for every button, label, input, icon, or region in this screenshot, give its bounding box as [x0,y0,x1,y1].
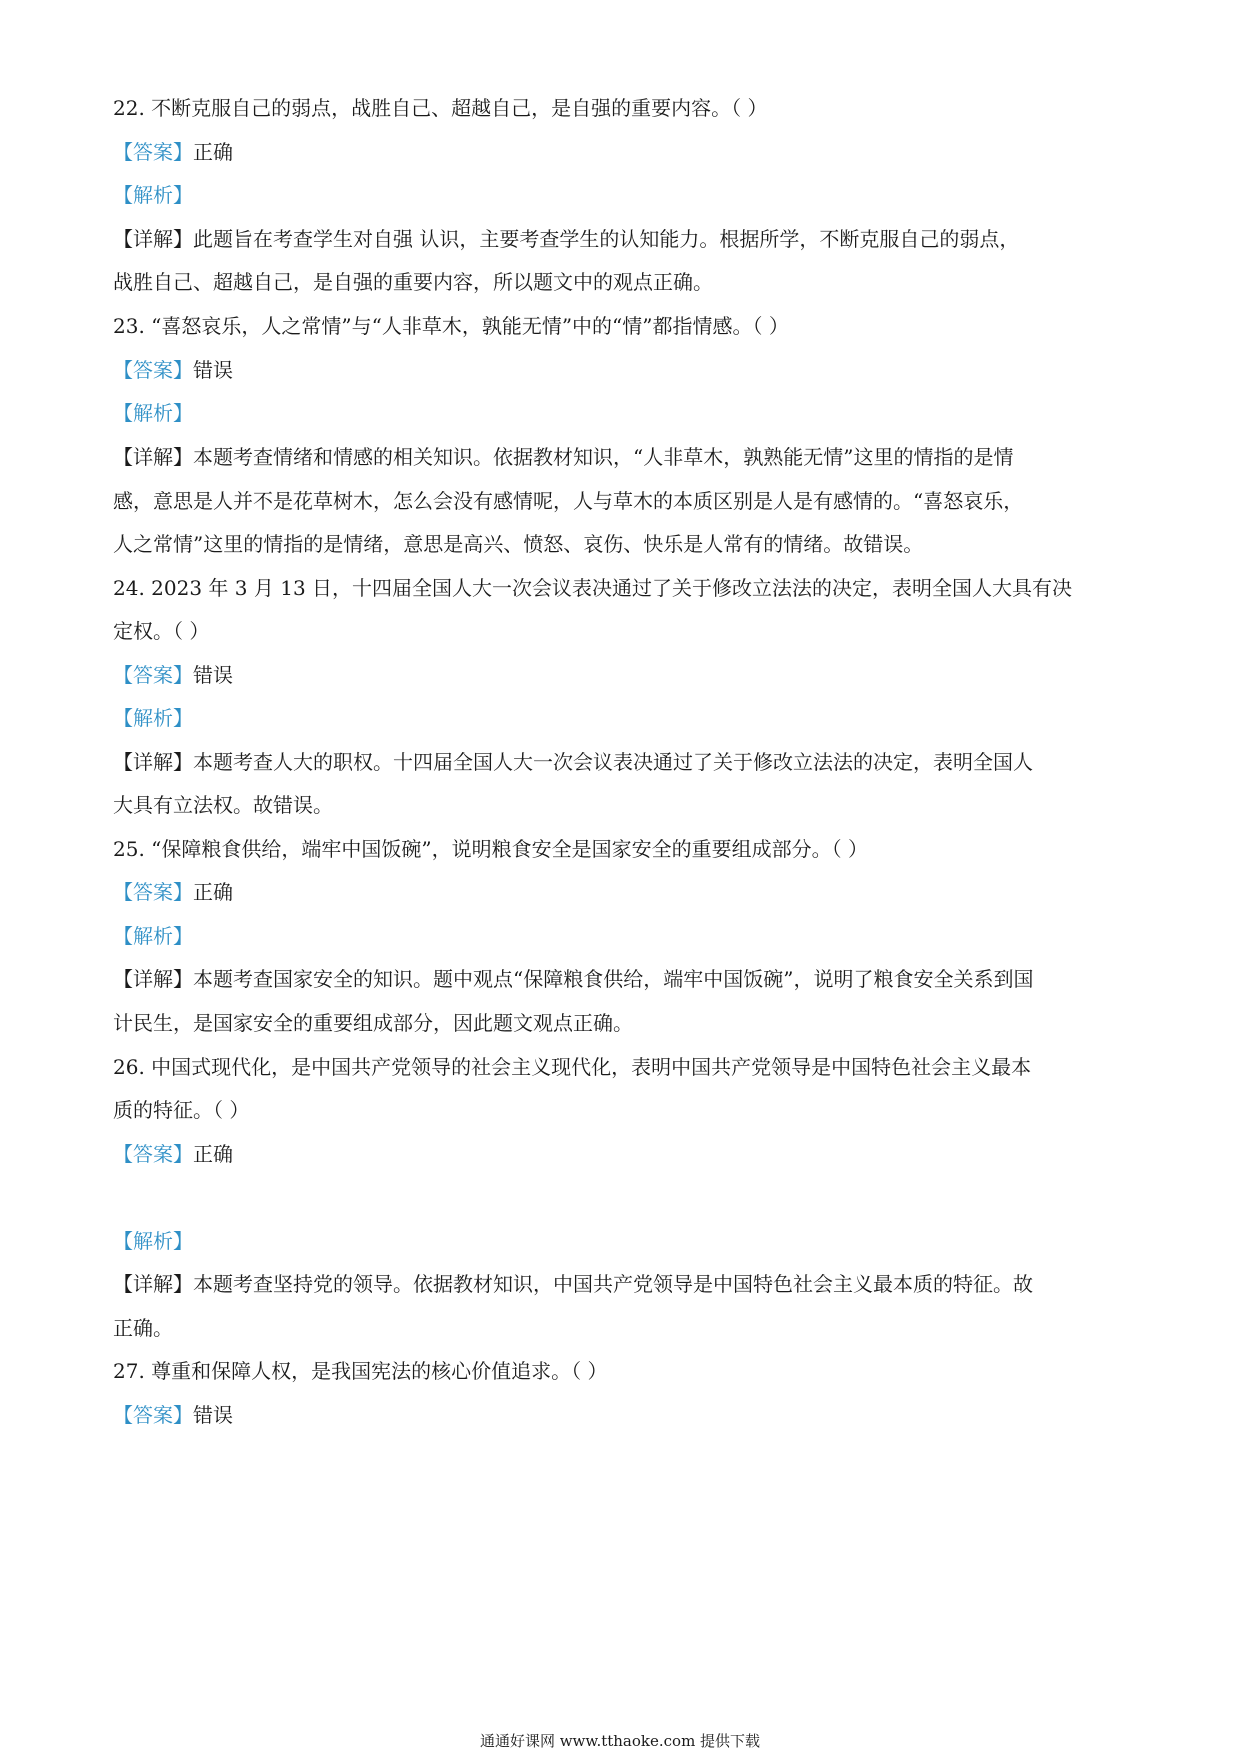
question-22: 22. 不断克服自己的弱点，战胜自己、超越自己，是自强的重要内容。（ ） [113,96,768,120]
question-26-line1: 26. 中国式现代化，是中国共产党领导的社会主义现代化，表明中国共产党领导是中国特色社会主义最本 [113,1055,1032,1079]
detail-text: 此题旨在考查学生对自强 认识，主要考查学生的认知能力。根据所学，不断克服自己的弱点， [193,227,1020,251]
answer-value: 错误 [193,1403,233,1427]
question-23: 23. “喜怒哀乐，人之常情”与“人非草木，孰能无情”中的“情”都指情感。（ ） [113,314,789,338]
answer-value: 错误 [193,663,233,687]
detail-26-line1 [113,1271,1033,1297]
answer-value: 正确 [193,140,233,164]
detail-label: 【详解】 [113,1272,193,1296]
question-25: 25. “保障粮食供给，端牢中国饭碗”，说明粮食安全是国家安全的重要组成部分。（ ） [113,837,868,861]
detail-26-line2: 正确。 [113,1316,173,1340]
answer-label: 【答案】 [113,358,193,382]
detail-text: 本题考查情绪和情感的相关知识。依据教材知识，“人非草木，孰熟能无情”这里的情指的是情 [193,445,1014,469]
answer-24 [113,662,233,688]
detail-label: 【详解】 [113,967,193,991]
analysis-label-25: 【解析】 [113,924,193,948]
detail-text: 本题考查国家安全的知识。题中观点“保障粮食供给，端牢中国饭碗”，说明了粮食安全关系到国 [193,967,1034,991]
question-26-line2: 质的特征。（ ） [113,1098,250,1122]
detail-22-line1 [113,226,1019,252]
detail-24-line1 [113,749,1033,775]
answer-22 [113,139,233,165]
answer-label: 【答案】 [113,1403,193,1427]
detail-23-line3: 人之常情”这里的情指的是情绪，意思是高兴、愤怒、哀伤、快乐是人常有的情绪。故错误。 [113,532,924,556]
detail-text: 本题考查人大的职权。十四届全国人大一次会议表决通过了关于修改立法法的决定，表明全国人 [193,750,1033,774]
answer-label: 【答案】 [113,663,193,687]
answer-label: 【答案】 [113,880,193,904]
answer-value: 正确 [193,880,233,904]
answer-23 [113,357,233,383]
answer-value: 错误 [193,358,233,382]
page-footer: 通通好课网 www.tthaoke.com 提供下载 [479,1732,761,1750]
analysis-label-23: 【解析】 [113,401,193,425]
detail-23-line1 [113,444,1013,470]
detail-24-line2: 大具有立法权。故错误。 [113,793,333,817]
detail-text: 本题考查坚持党的领导。依据教材知识，中国共产党领导是中国特色社会主义最本质的特征。故 [193,1272,1033,1296]
question-24-line2: 定权。（ ） [113,619,210,643]
detail-label: 【详解】 [113,750,193,774]
detail-label: 【详解】 [113,445,193,469]
answer-27 [113,1402,233,1428]
analysis-label-26: 【解析】 [113,1229,193,1253]
answer-label: 【答案】 [113,140,193,164]
detail-label: 【详解】 [113,227,193,251]
detail-22-line2: 战胜自己、超越自己，是自强的重要内容，所以题文中的观点正确。 [113,270,713,294]
detail-23-line2: 感，意思是人并不是花草树木，怎么会没有感情呢，人与草木的本质区别是人是有感情的。“喜怒哀乐， [113,489,1024,513]
analysis-label-24: 【解析】 [113,706,193,730]
question-24-line1: 24. 2023 年 3 月 13 日，十四届全国人大一次会议表决通过了关于修改立法法的决定，表明全国人大具有决 [113,576,1073,600]
question-27: 27. 尊重和保障人权，是我国宪法的核心价值追求。（ ） [113,1359,608,1383]
detail-25-line1 [113,966,1033,992]
answer-25 [113,879,233,905]
answer-value: 正确 [193,1142,233,1166]
answer-26 [113,1141,233,1167]
analysis-label-22: 【解析】 [113,183,193,207]
detail-25-line2: 计民生，是国家安全的重要组成部分，因此题文观点正确。 [113,1011,633,1035]
answer-label: 【答案】 [113,1142,193,1166]
